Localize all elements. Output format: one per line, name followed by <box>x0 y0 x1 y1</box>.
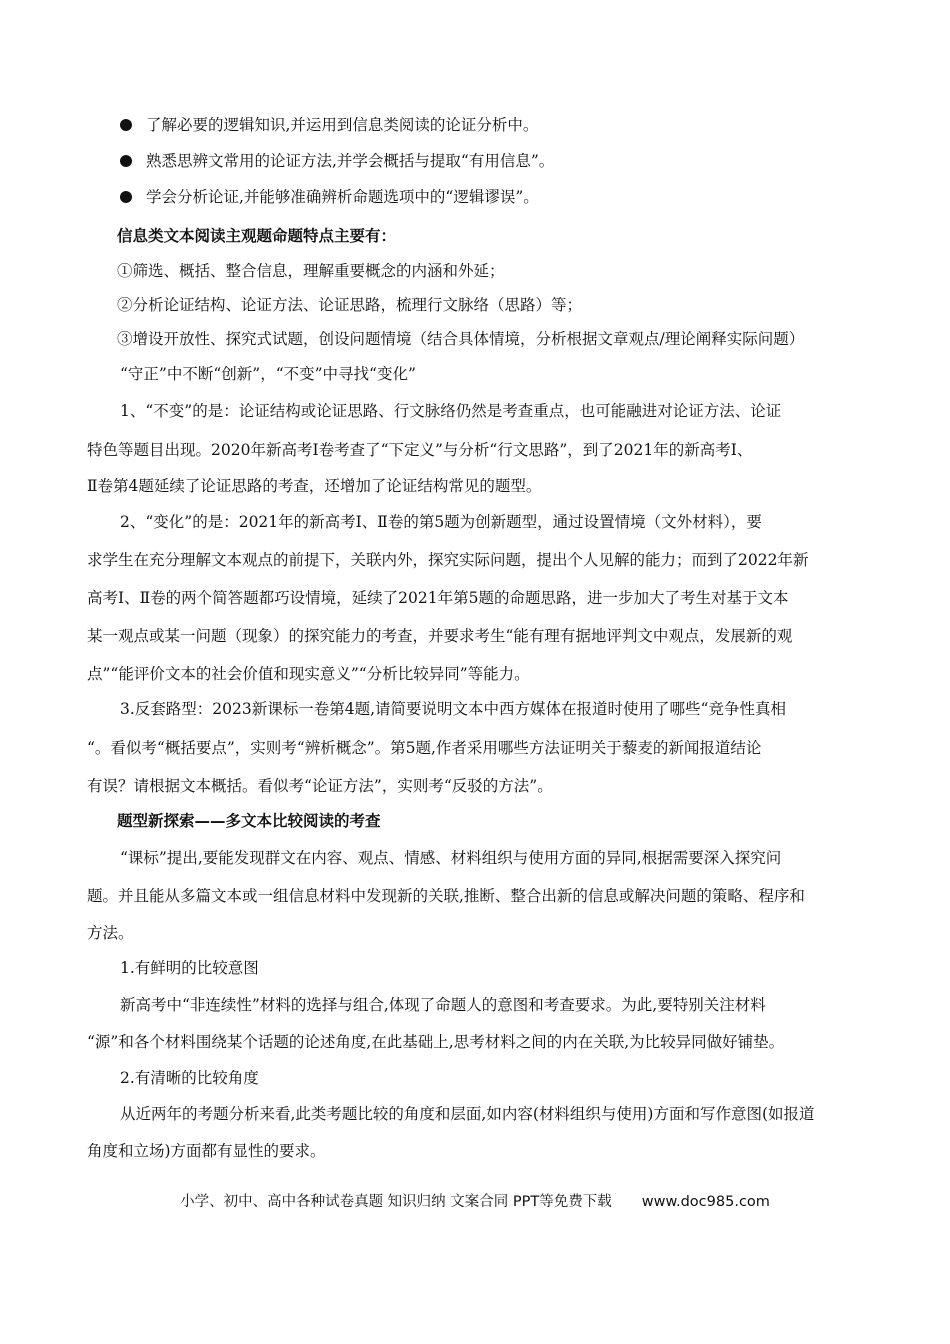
paragraph-line: 2、“变化”的是：2021年的新高考Ⅰ、Ⅱ卷的第5题为创新题型，通过设置情境（文外材料），要 <box>120 513 762 531</box>
paragraph-line: 从近两年的考题分析来看,此类考题比较的角度和层面,如内容(材料组织与使用)方面和写作意图(如报道 <box>120 1105 815 1123</box>
footer-url[interactable]: www.doc985.com <box>641 1194 770 1210</box>
paragraph-line: 3.反套路型：2023新课标一卷第4题,请简要说明文本中西方媒体在报道时使用了哪些“竞争性真相 <box>120 700 786 718</box>
section-heading: 信息类文本阅读主观题命题特点主要有： <box>117 227 397 245</box>
paragraph-line: “源”和各个材料围绕某个话题的论述角度,在此基础上,思考材料之间的内在关联,为比较异同做好铺垫。 <box>87 1033 785 1051</box>
paragraph-line: 角度和立场)方面都有显性的要求。 <box>87 1142 326 1160</box>
paragraph-line: 求学生在充分理解文本观点的前提下，关联内外，探究实际问题，提出个人见解的能力；而到了2022年新 <box>87 551 809 569</box>
bullet-item: 熟悉思辨文常用的论证方法,并学会概括与提取“有用信息”。 <box>146 152 555 170</box>
paragraph-line: 某一观点或某一问题（现象）的探究能力的考查，并要求考生“能有理有据地评判文中观点，发展新的观 <box>87 627 793 645</box>
feature-item: ③增设开放性、探究式试题，创设问题情境（结合具体情境，分析根据文章观点/理论阐释实际问题） <box>117 330 805 348</box>
footer-text: 小学、初中、高中各种试卷真题 知识归纳 文案合同 PPT等免费下载 <box>180 1194 612 1210</box>
paragraph-line: 题。并且能从多篇文本或一组信息材料中发现新的关联,推断、整合出新的信息或解决问题的策略、程序和 <box>87 887 805 905</box>
paragraph-line: “课标”提出,要能发现群文在内容、观点、情感、材料组织与使用方面的异同,根据需要深入探究问 <box>120 849 782 867</box>
item-title: 2.有清晰的比较角度 <box>120 1069 259 1087</box>
paragraph-line: 高考Ⅰ、Ⅱ卷的两个简答题都巧设情境，延续了2021年第5题的命题思路，进一步加大了考生对基于文本 <box>87 589 789 607</box>
paragraph-line: Ⅱ卷第4题延续了论证思路的考查，还增加了论证结构常见的题型。 <box>87 477 542 495</box>
section-heading: 题型新探索——多文本比较阅读的考查 <box>117 812 381 830</box>
paragraph-line: 有误？请根据文本概括。看似考“论证方法”，实则考“反驳的方法”。 <box>87 777 553 795</box>
paragraph-line: “。看似考“概括要点”，实则考“辨析概念”。第5题,作者采用哪些方法证明关于藜麦的新闻报道结论 <box>87 739 762 757</box>
feature-item: ②分析论证结构、论证方法、论证思路，梳理行文脉络（思路）等； <box>117 296 583 314</box>
bullet-dot-icon <box>120 155 132 167</box>
paragraph-line: 新高考中“非连续性”材料的选择与组合,体现了命题人的意图和考查要求。为此,要特别关注材料 <box>120 996 766 1014</box>
subtitle: “守正”中不断“创新”，“不变”中寻找“变化” <box>120 365 416 383</box>
item-title: 1.有鲜明的比较意图 <box>120 959 259 977</box>
bullet-dot-icon <box>120 191 132 203</box>
paragraph-line: 点”“能评价文本的社会价值和现实意义”“分析比较异同”等能力。 <box>87 665 530 683</box>
bullet-item: 了解必要的逻辑知识,并运用到信息类阅读的论证分析中。 <box>146 116 539 134</box>
paragraph-line: 方法。 <box>87 924 134 942</box>
page-footer <box>0 1192 950 1212</box>
bullet-dot-icon <box>120 119 132 131</box>
paragraph-line: 1、“不变”的是：论证结构或论证思路、行文脉络仍然是考查重点，也可能融进对论证方法、论证 <box>120 402 782 420</box>
paragraph-line: 特色等题目出现。2020年新高考Ⅰ卷考查了“下定义”与分析“行文思路”，到了2021年的新高考Ⅰ、 <box>87 441 753 459</box>
feature-item: ①筛选、概括、整合信息，理解重要概念的内涵和外延； <box>117 262 505 280</box>
bullet-item: 学会分析论证,并能够准确辨析命题选项中的“逻辑谬误”。 <box>146 188 539 206</box>
